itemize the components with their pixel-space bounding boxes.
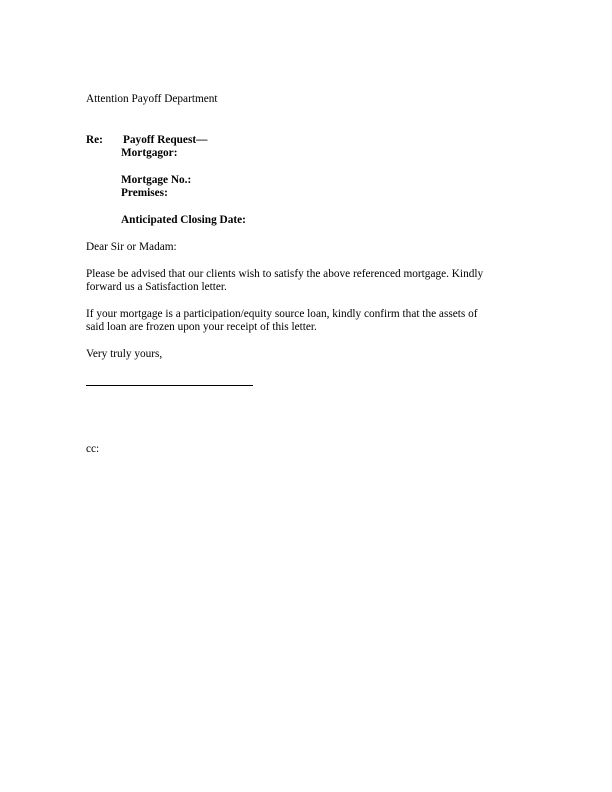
paragraph-2-line-2: said loan are frozen upon your receipt of this letter. xyxy=(86,321,317,333)
paragraph-2-line-1: If your mortgage is a participation/equity source loan, kindly confirm that the assets of xyxy=(86,308,478,320)
paragraph-1-line-1: Please be advised that our clients wish to satisfy the above referenced mortgage. Kindly xyxy=(86,268,484,280)
signature-line xyxy=(86,385,253,386)
closing-line: Very truly yours, xyxy=(86,348,163,360)
salutation: Dear Sir or Madam: xyxy=(86,241,177,253)
paragraph-1-line-2: forward us a Satisfaction letter. xyxy=(86,281,227,293)
attention-line: Attention Payoff Department xyxy=(86,93,218,105)
cc-label: cc: xyxy=(86,443,100,455)
mortgage-number-label: Mortgage No.: xyxy=(121,174,192,186)
subject-line: Payoff Request— xyxy=(123,134,208,146)
re-label: Re: xyxy=(86,134,103,146)
premises-label: Premises: xyxy=(121,187,168,199)
mortgagor-label: Mortgagor: xyxy=(121,147,178,159)
closing-date-label: Anticipated Closing Date: xyxy=(121,214,246,226)
